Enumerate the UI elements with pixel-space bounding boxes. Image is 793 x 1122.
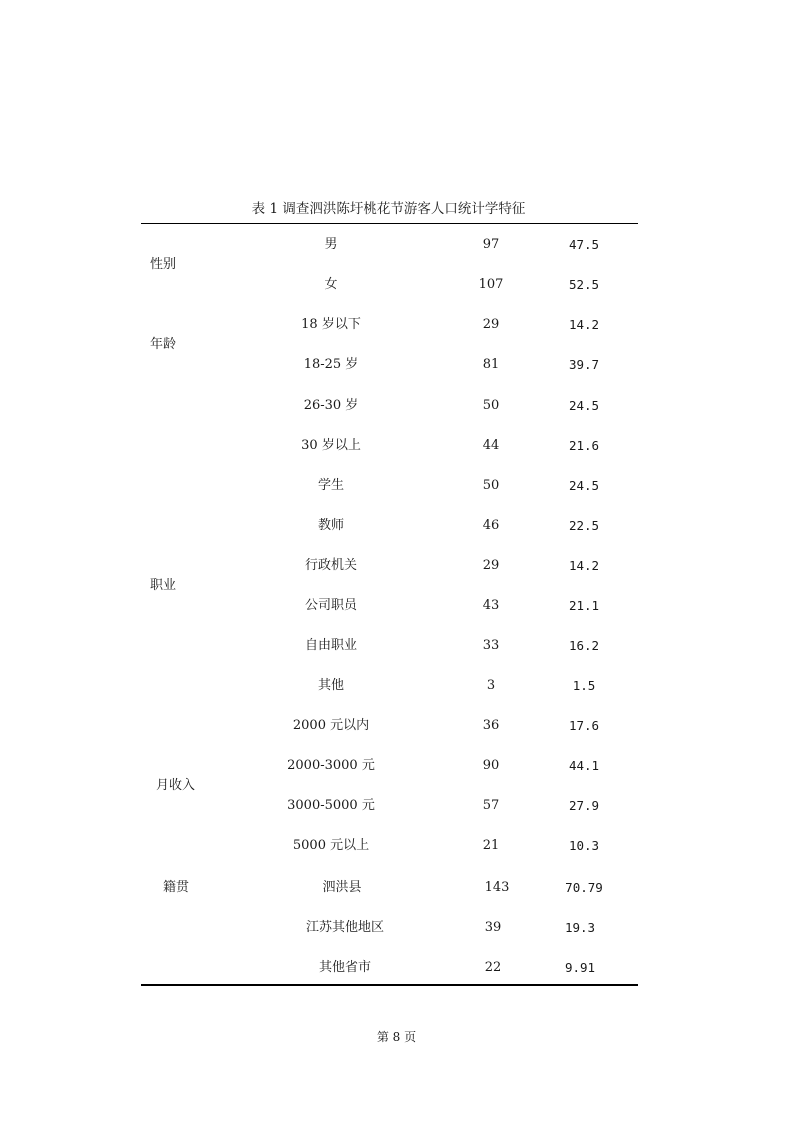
row-item: 30 岁以上 — [301, 438, 361, 453]
row-count: 29 — [482, 558, 500, 573]
row-count: 107 — [478, 277, 504, 292]
row-percent: 27.9 — [568, 798, 600, 813]
row-item: 学生 — [317, 478, 344, 493]
row-percent: 1.5 — [572, 678, 596, 693]
row-item: 公司职员 — [304, 598, 357, 613]
row-item: 5000 元以上 — [292, 838, 370, 853]
row-item: 江苏其他地区 — [305, 920, 384, 935]
row-item: 自由职业 — [304, 638, 357, 653]
row-percent: 52.5 — [568, 277, 600, 292]
table-top-rule — [141, 223, 638, 224]
row-percent: 24.5 — [568, 478, 600, 493]
row-count: 143 — [484, 880, 510, 895]
row-count: 21 — [482, 838, 500, 853]
row-count: 50 — [482, 398, 500, 413]
row-item: 3000-5000 元 — [287, 798, 375, 813]
row-percent: 39.7 — [568, 357, 600, 372]
row-item: 其他省市 — [318, 960, 371, 975]
row-count: 44 — [482, 438, 500, 453]
row-percent: 47.5 — [568, 237, 600, 252]
row-count: 90 — [482, 758, 500, 773]
table-bottom-rule — [141, 984, 638, 986]
row-item: 2000-3000 元 — [287, 758, 375, 773]
row-item: 行政机关 — [304, 558, 357, 573]
row-item: 泗洪县 — [322, 880, 362, 895]
row-percent: 10.3 — [568, 838, 600, 853]
category-gender: 性别 — [150, 257, 177, 272]
row-count: 97 — [482, 237, 500, 252]
row-percent: 14.2 — [568, 558, 600, 573]
row-item: 18-25 岁 — [303, 357, 359, 372]
row-item: 18 岁以下 — [301, 317, 361, 332]
row-item: 教师 — [317, 518, 344, 533]
row-count: 46 — [482, 518, 500, 533]
row-item: 女 — [324, 277, 338, 292]
row-item: 男 — [324, 237, 338, 252]
row-percent: 16.2 — [568, 638, 600, 653]
row-count: 81 — [482, 357, 500, 372]
row-item: 其他 — [317, 678, 344, 693]
row-item: 2000 元以内 — [292, 718, 370, 733]
row-percent: 17.6 — [568, 718, 600, 733]
row-percent: 24.5 — [568, 398, 600, 413]
row-count: 50 — [482, 478, 500, 493]
row-count: 3 — [486, 678, 496, 693]
row-percent: 44.1 — [568, 758, 600, 773]
row-percent: 21.1 — [568, 598, 600, 613]
row-count: 36 — [482, 718, 500, 733]
row-percent: 21.6 — [568, 438, 600, 453]
table-title: 表 1 调查泗洪陈圩桃花节游客人口统计学特征 — [251, 201, 526, 217]
row-count: 43 — [482, 598, 500, 613]
row-percent: 9.91 — [564, 960, 596, 975]
row-count: 39 — [484, 920, 502, 935]
row-count: 57 — [482, 798, 500, 813]
category-origin: 籍贯 — [163, 880, 190, 895]
row-percent: 70.79 — [565, 880, 603, 895]
category-occupation: 职业 — [150, 578, 177, 593]
category-age: 年龄 — [150, 337, 177, 352]
page-number: 第 8 页 — [376, 1030, 417, 1044]
category-income: 月收入 — [156, 778, 196, 793]
row-count: 22 — [484, 960, 502, 975]
row-percent: 14.2 — [568, 317, 600, 332]
row-percent: 19.3 — [564, 920, 596, 935]
row-item: 26-30 岁 — [303, 398, 359, 413]
row-count: 29 — [482, 317, 500, 332]
row-percent: 22.5 — [568, 518, 600, 533]
row-count: 33 — [482, 638, 500, 653]
